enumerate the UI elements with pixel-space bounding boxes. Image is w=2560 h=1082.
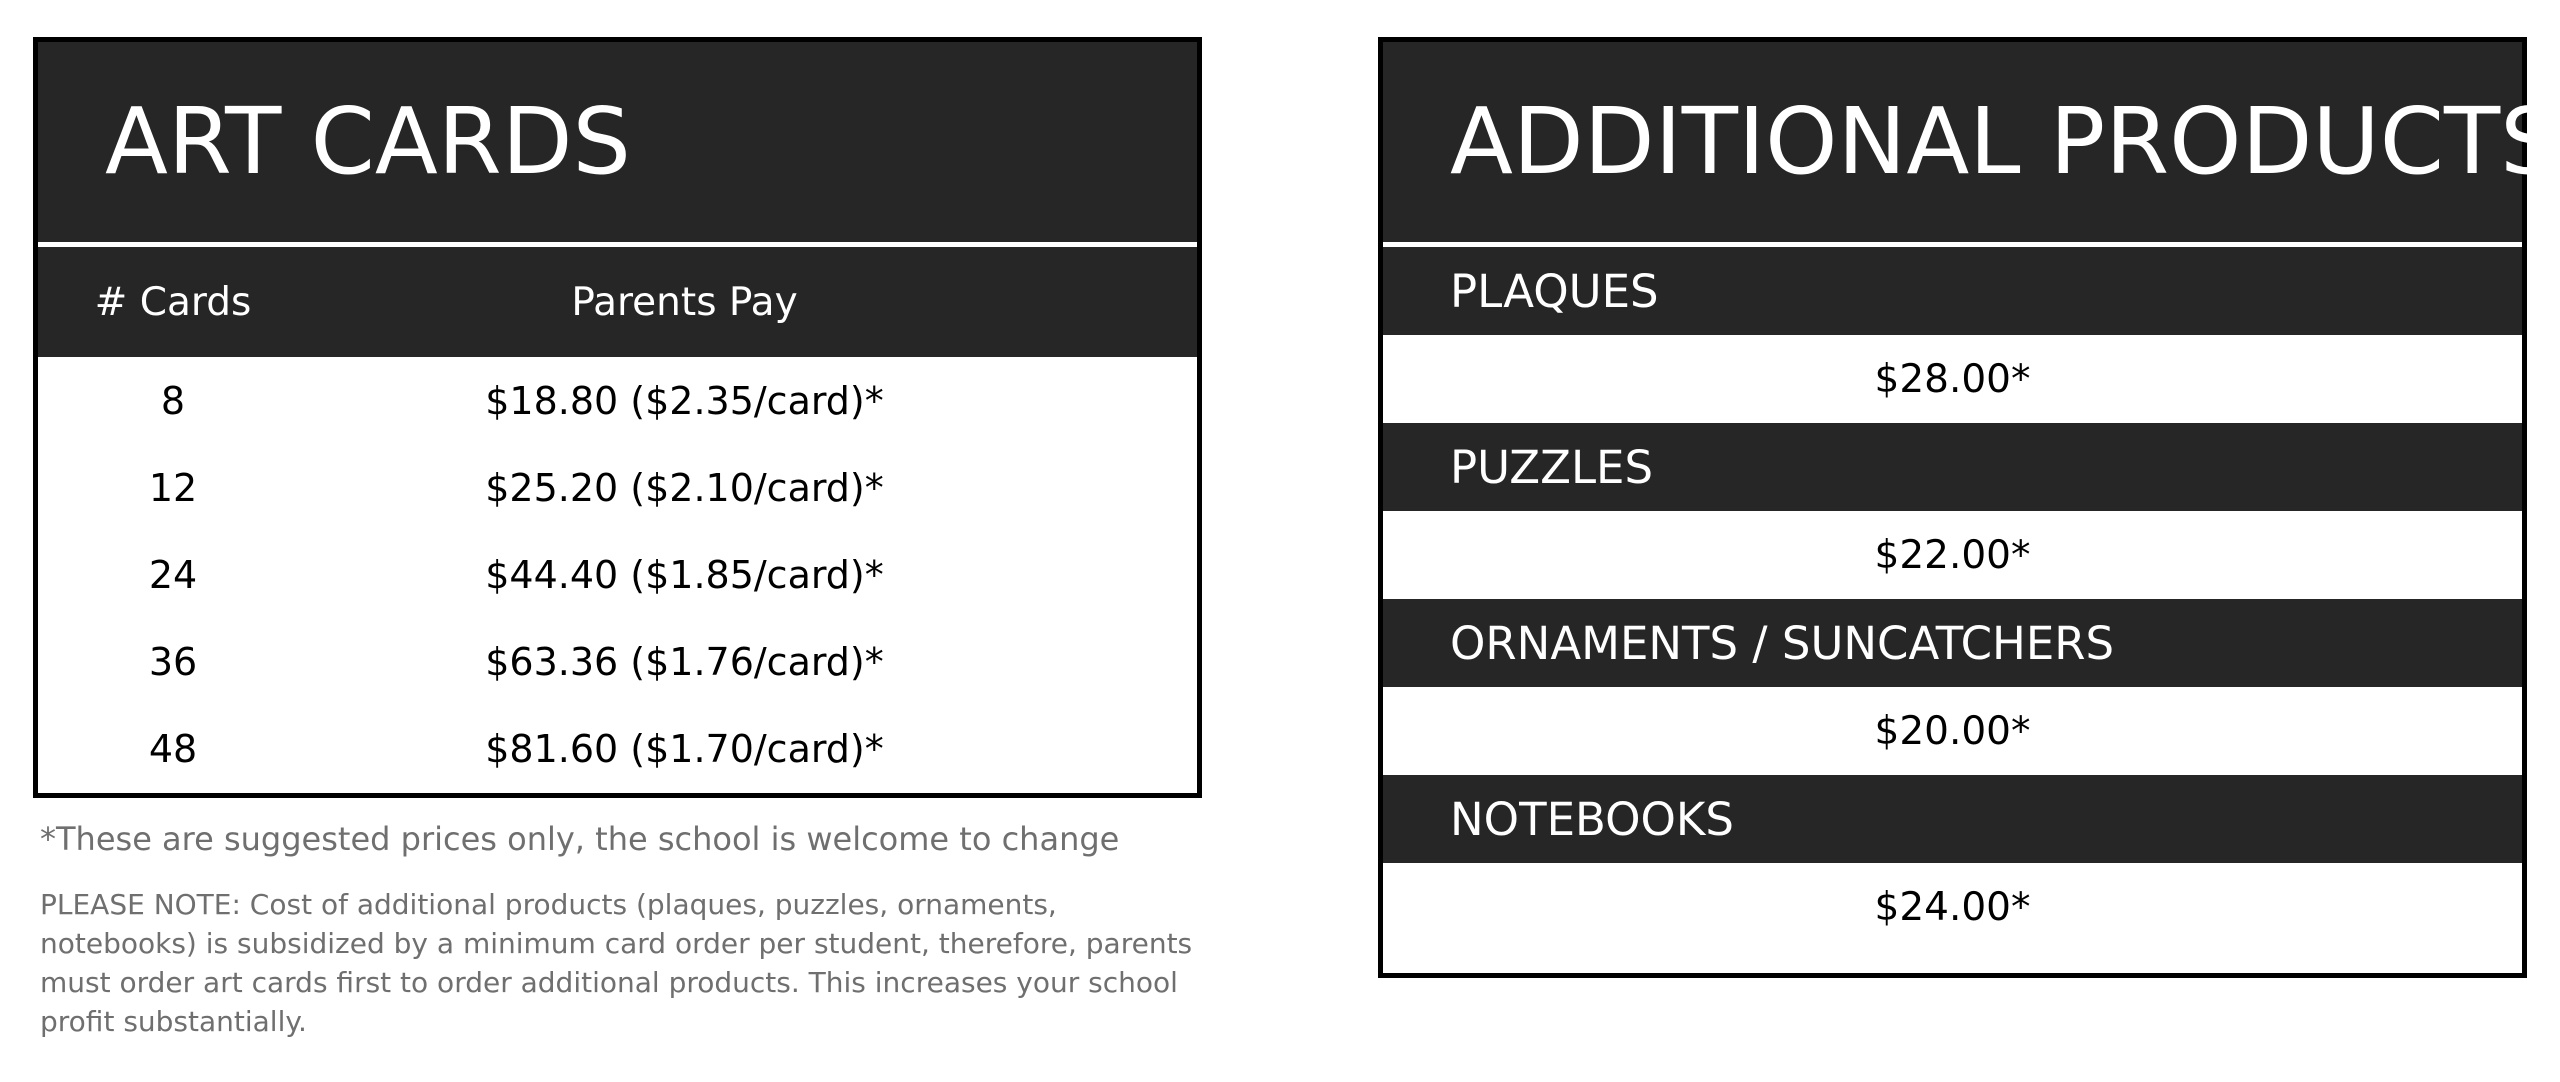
price-footnote: *These are suggested prices only, the school is welcome to change xyxy=(40,820,1120,858)
column-header-parents-pay: Parents Pay xyxy=(571,279,798,325)
card-price: $18.80 ($2.35/card)* xyxy=(485,378,884,423)
table-row xyxy=(38,444,1197,531)
table-row xyxy=(38,619,1197,706)
product-name: NOTEBOOKS xyxy=(1383,775,2522,863)
product-name: PUZZLES xyxy=(1383,423,2522,511)
art-cards-title: ART CARDS xyxy=(105,88,631,195)
card-price: $44.40 ($1.85/card)* xyxy=(485,552,884,597)
art-cards-title-bar xyxy=(38,42,1197,247)
card-count: 36 xyxy=(148,640,198,685)
additional-products-title: ADDITIONAL PRODUCTS xyxy=(1450,88,2559,195)
card-count: 12 xyxy=(148,465,198,510)
art-cards-rows xyxy=(38,357,1197,793)
additional-products-title-bar xyxy=(1383,42,2559,247)
card-price: $63.36 ($1.76/card)* xyxy=(485,640,884,685)
art-cards-table xyxy=(33,37,1202,798)
table-row xyxy=(38,706,1197,793)
product-price: $22.00* xyxy=(1383,511,2522,599)
please-note-text: PLEASE NOTE: Cost of additional products (plaques, puzzles, ornaments, notebooks) is subsidized by a minimum card order per student, therefore, parents must order art cards first to order additional products. This increases your school profit substantially. xyxy=(40,888,1193,1038)
card-count: 24 xyxy=(148,552,198,597)
column-header-cards: # Cards xyxy=(94,279,252,325)
product-name: ORNAMENTS / SUNCATCHERS xyxy=(1383,599,2522,687)
additional-products-table xyxy=(1378,37,2559,978)
table-row xyxy=(38,357,1197,444)
product-price: $20.00* xyxy=(1383,687,2522,775)
art-cards-header-row xyxy=(38,247,1197,357)
card-price: $25.20 ($2.10/card)* xyxy=(485,465,884,510)
product-name: PLAQUES xyxy=(1383,247,2522,335)
product-price: $24.00* xyxy=(1383,863,2522,951)
card-count: 48 xyxy=(148,727,198,772)
card-count: 8 xyxy=(160,378,186,423)
card-price: $81.60 ($1.70/card)* xyxy=(485,727,884,772)
table-row xyxy=(38,531,1197,618)
product-price: $28.00* xyxy=(1383,335,2522,423)
